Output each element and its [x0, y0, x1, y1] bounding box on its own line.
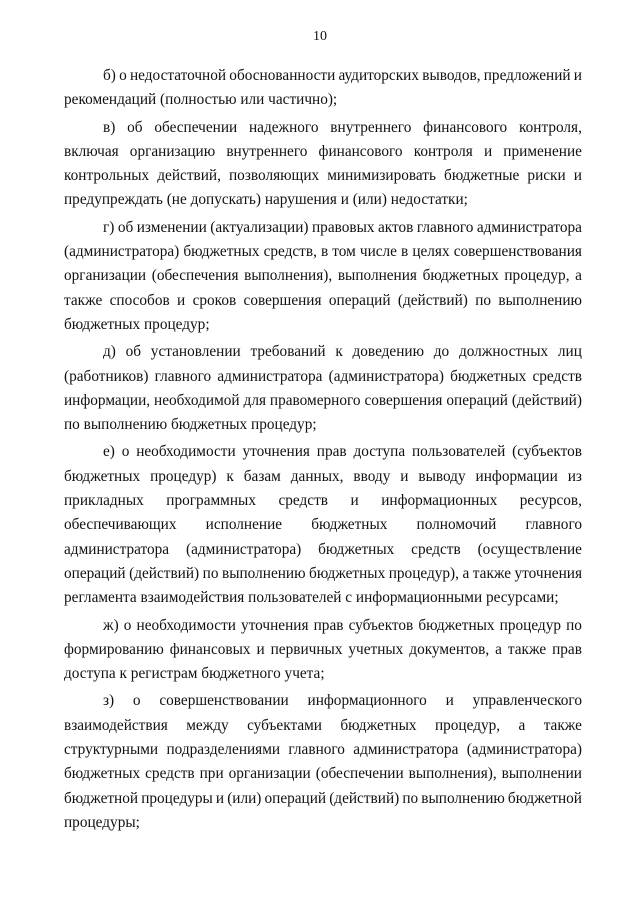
- text-line: [64, 714, 582, 738]
- word: внутреннего: [226, 142, 308, 160]
- word: выполнению: [222, 564, 306, 582]
- word: (актуализации): [210, 218, 309, 236]
- word: выполнению: [421, 789, 505, 807]
- word: об: [127, 118, 143, 136]
- word: прав: [313, 616, 344, 634]
- word: по: [202, 564, 219, 582]
- word: в: [320, 243, 329, 261]
- word: организации: [228, 765, 311, 783]
- word: бюджетных: [318, 540, 395, 558]
- word: данных,: [290, 467, 344, 485]
- word: документов,: [409, 640, 490, 658]
- paragraph-b: [64, 64, 582, 113]
- text-line: [64, 365, 582, 389]
- word: первичных: [270, 640, 343, 658]
- word: финансового: [318, 142, 403, 160]
- word: средств: [278, 492, 328, 510]
- word: учетных: [348, 640, 404, 658]
- word: управленческого: [472, 692, 582, 710]
- word: субъектов: [348, 616, 414, 634]
- word: к: [335, 343, 343, 361]
- word: процедур,: [434, 716, 501, 734]
- word: исполнение: [205, 516, 283, 534]
- word: контроля: [413, 142, 473, 160]
- word: о: [123, 616, 132, 634]
- word: операций: [264, 789, 327, 807]
- text-line: процедуры;: [64, 813, 140, 831]
- word: бюджетной: [507, 789, 582, 807]
- word: подразделениями: [166, 741, 281, 759]
- word: (осуществление: [477, 540, 582, 558]
- text-line: рекомендаций (полностью или частично);: [64, 91, 338, 109]
- text-line: [64, 513, 582, 537]
- text-line: [64, 264, 582, 288]
- word: и: [350, 492, 359, 510]
- word: до: [433, 343, 450, 361]
- text-line: по выполнению бюджетных процедур;: [64, 416, 317, 434]
- word: необходимости: [136, 443, 236, 461]
- word: также: [64, 291, 103, 309]
- word: уточнения: [242, 443, 310, 461]
- text-line: [64, 465, 582, 489]
- word: бюджетных: [418, 616, 495, 634]
- word: и: [445, 692, 454, 710]
- word: (действий): [511, 391, 582, 409]
- text-line: [64, 340, 582, 364]
- word: главного: [525, 516, 582, 534]
- word: правовых: [312, 218, 375, 236]
- word: ж): [103, 616, 119, 634]
- word: совершенствования: [453, 243, 582, 261]
- text-line: доступа к регистрам бюджетного учета;: [64, 665, 325, 683]
- word: структурными: [64, 741, 159, 759]
- word: выполнения: [337, 267, 417, 285]
- word: контроля,: [518, 118, 582, 136]
- word: (администратора): [185, 540, 302, 558]
- word: внутреннего: [330, 118, 412, 136]
- text-line: [64, 489, 582, 513]
- word: обоснованности: [229, 67, 336, 84]
- word: прав: [316, 443, 347, 461]
- word: позволяющих: [229, 167, 320, 185]
- word: средств: [411, 540, 461, 558]
- word: а: [575, 267, 582, 285]
- word: (администратора): [328, 367, 444, 385]
- word: финансового: [423, 118, 508, 136]
- text-line: предупреждать (не допускать) нарушения и (или) недостатки;: [64, 191, 468, 209]
- word: главного: [154, 367, 212, 385]
- word: выполнения),: [244, 267, 333, 285]
- word: и: [400, 467, 409, 485]
- text-line: [64, 638, 582, 662]
- word: процедур: [499, 616, 561, 634]
- word: (или): [227, 789, 262, 807]
- word: и: [177, 291, 186, 309]
- word: должностных: [458, 343, 549, 361]
- word: доступа: [353, 443, 406, 461]
- word: полномочий: [416, 516, 497, 534]
- word: целях: [412, 243, 450, 261]
- word: применение: [503, 142, 582, 160]
- word: совершенствовании: [159, 692, 289, 710]
- word: (обеспечения: [151, 267, 239, 285]
- word: совершения: [364, 391, 443, 409]
- word: установлении: [150, 343, 241, 361]
- word: и: [215, 789, 225, 807]
- word: минимизировать: [327, 167, 436, 185]
- word: при: [199, 765, 224, 783]
- paragraph-e: [64, 440, 582, 610]
- word: администратора: [64, 540, 170, 558]
- word: (действий): [129, 564, 200, 582]
- text-line: [64, 140, 582, 164]
- word: изменении: [136, 218, 207, 236]
- word: операций: [64, 564, 126, 582]
- text-line: [64, 689, 582, 713]
- word: финансовых: [169, 640, 251, 658]
- word: г): [103, 218, 115, 236]
- word: предложений: [483, 67, 571, 84]
- word: процедур),: [388, 564, 459, 582]
- text-line: [64, 440, 582, 464]
- word: также: [507, 640, 547, 658]
- word: бюджетных: [311, 516, 388, 534]
- word: з): [103, 692, 115, 710]
- word: лиц: [557, 343, 582, 361]
- word: д): [103, 343, 116, 361]
- word: (работников): [64, 367, 149, 385]
- text-line: регламента взаимодействия пользователей с информационными ресурсами;: [64, 589, 559, 607]
- word: об: [125, 343, 142, 361]
- paragraph-d: [64, 340, 582, 437]
- word: контрольных: [64, 167, 150, 185]
- word: информационного: [307, 692, 427, 710]
- word: информации,: [64, 391, 151, 409]
- word: информационных: [381, 492, 498, 510]
- paragraph-z: [64, 689, 582, 835]
- word: выполнении: [501, 765, 582, 783]
- word: организацию: [129, 142, 216, 160]
- word: числе: [359, 243, 397, 261]
- word: том: [332, 243, 356, 261]
- text-line: [64, 738, 582, 762]
- word: по: [402, 789, 419, 807]
- word: в: [401, 243, 409, 261]
- word: необходимости: [136, 616, 236, 634]
- word: главного: [288, 741, 345, 759]
- word: средств,: [263, 243, 317, 261]
- word: программных: [166, 492, 256, 510]
- paragraph-v: [64, 116, 582, 213]
- word: администратора: [353, 741, 459, 759]
- word: администратора: [476, 218, 582, 236]
- text-line: [64, 216, 582, 240]
- word: правомерного: [269, 391, 361, 409]
- word: о: [119, 67, 127, 84]
- word: и: [483, 142, 493, 160]
- word: администратора: [217, 367, 323, 385]
- word: между: [186, 716, 229, 734]
- word: способов: [109, 291, 170, 309]
- word: процедур,: [504, 267, 570, 285]
- word: бюджетной: [64, 789, 139, 807]
- word: а: [518, 716, 526, 734]
- word: процедур): [150, 467, 217, 485]
- word: о: [121, 443, 130, 461]
- word: (действий): [397, 291, 468, 309]
- word: действий,: [157, 167, 221, 185]
- paragraph-zh: [64, 614, 582, 687]
- word: бюджетные: [444, 167, 520, 185]
- word: выводу: [418, 467, 466, 485]
- word: выполнению: [498, 291, 582, 309]
- word: (администратора): [466, 741, 582, 759]
- word: совершения: [243, 291, 322, 309]
- word: б): [103, 67, 116, 84]
- word: операций: [328, 291, 391, 309]
- text-line: [64, 116, 582, 140]
- word: прикладных: [64, 492, 144, 510]
- word: средств: [532, 367, 582, 385]
- word: выводов,: [422, 67, 481, 84]
- word: организации: [64, 267, 147, 285]
- word: бюджетных: [64, 765, 141, 783]
- word: и: [256, 640, 265, 658]
- document-body: [64, 64, 582, 835]
- word: процедуры: [141, 789, 213, 807]
- word: обеспечивающих: [64, 516, 177, 534]
- text-line: [64, 787, 582, 811]
- word: по: [475, 291, 492, 309]
- text-line: [64, 64, 582, 88]
- word: пользователей: [412, 443, 506, 461]
- word: к: [226, 467, 234, 485]
- word: (субъектов: [512, 443, 582, 461]
- text-line: [64, 240, 582, 264]
- word: требований: [250, 343, 326, 361]
- word: обеспечении: [154, 118, 238, 136]
- word: из: [567, 467, 582, 485]
- word: для: [243, 391, 266, 409]
- word: бюджетных: [422, 267, 499, 285]
- word: средств: [145, 765, 195, 783]
- word: е): [103, 443, 115, 461]
- word: также: [472, 564, 512, 582]
- word: субъектами: [247, 716, 322, 734]
- word: главного: [416, 218, 474, 236]
- word: по: [566, 616, 582, 634]
- word: ресурсов,: [519, 492, 582, 510]
- text-line: [64, 538, 582, 562]
- word: актов: [378, 218, 414, 236]
- word: а: [495, 640, 502, 658]
- word: уточнения: [514, 564, 582, 582]
- word: недостаточной: [129, 67, 227, 84]
- text-line: [64, 762, 582, 786]
- word: сроков: [192, 291, 237, 309]
- word: вводу: [353, 467, 391, 485]
- word: надежного: [248, 118, 319, 136]
- word: бюджетных: [309, 564, 386, 582]
- word: необходимой: [154, 391, 240, 409]
- text-line: [64, 562, 582, 586]
- word: и: [573, 67, 582, 84]
- paragraph-g: [64, 216, 582, 337]
- word: бюджетных: [340, 716, 417, 734]
- word: бюджетных: [450, 367, 527, 385]
- text-line: [64, 164, 582, 188]
- word: (администратора): [64, 243, 180, 261]
- word: доведению: [352, 343, 425, 361]
- word: информации: [475, 467, 558, 485]
- word: риски: [527, 167, 566, 185]
- word: базам: [243, 467, 281, 485]
- word: об: [117, 218, 134, 236]
- text-line: [64, 389, 582, 413]
- word: бюджетных: [183, 243, 260, 261]
- word: прав: [552, 640, 582, 658]
- word: аудиторских: [338, 67, 419, 84]
- word: включая: [64, 142, 119, 160]
- text-line: бюджетных процедур;: [64, 315, 210, 333]
- word: бюджетных: [64, 467, 141, 485]
- page-number: 10: [313, 29, 327, 44]
- word: (обеспечении: [315, 765, 404, 783]
- word: (действий): [329, 789, 400, 807]
- word: выполнения),: [408, 765, 497, 783]
- word: о: [132, 692, 141, 710]
- text-line: [64, 614, 582, 638]
- word: и: [573, 167, 582, 185]
- word: операций: [446, 391, 508, 409]
- text-line: [64, 289, 582, 313]
- word: уточнения: [241, 616, 309, 634]
- word: взаимодействия: [64, 716, 168, 734]
- word: формированию: [64, 640, 164, 658]
- word: также: [543, 716, 582, 734]
- word: а: [462, 564, 470, 582]
- word: в): [103, 118, 116, 136]
